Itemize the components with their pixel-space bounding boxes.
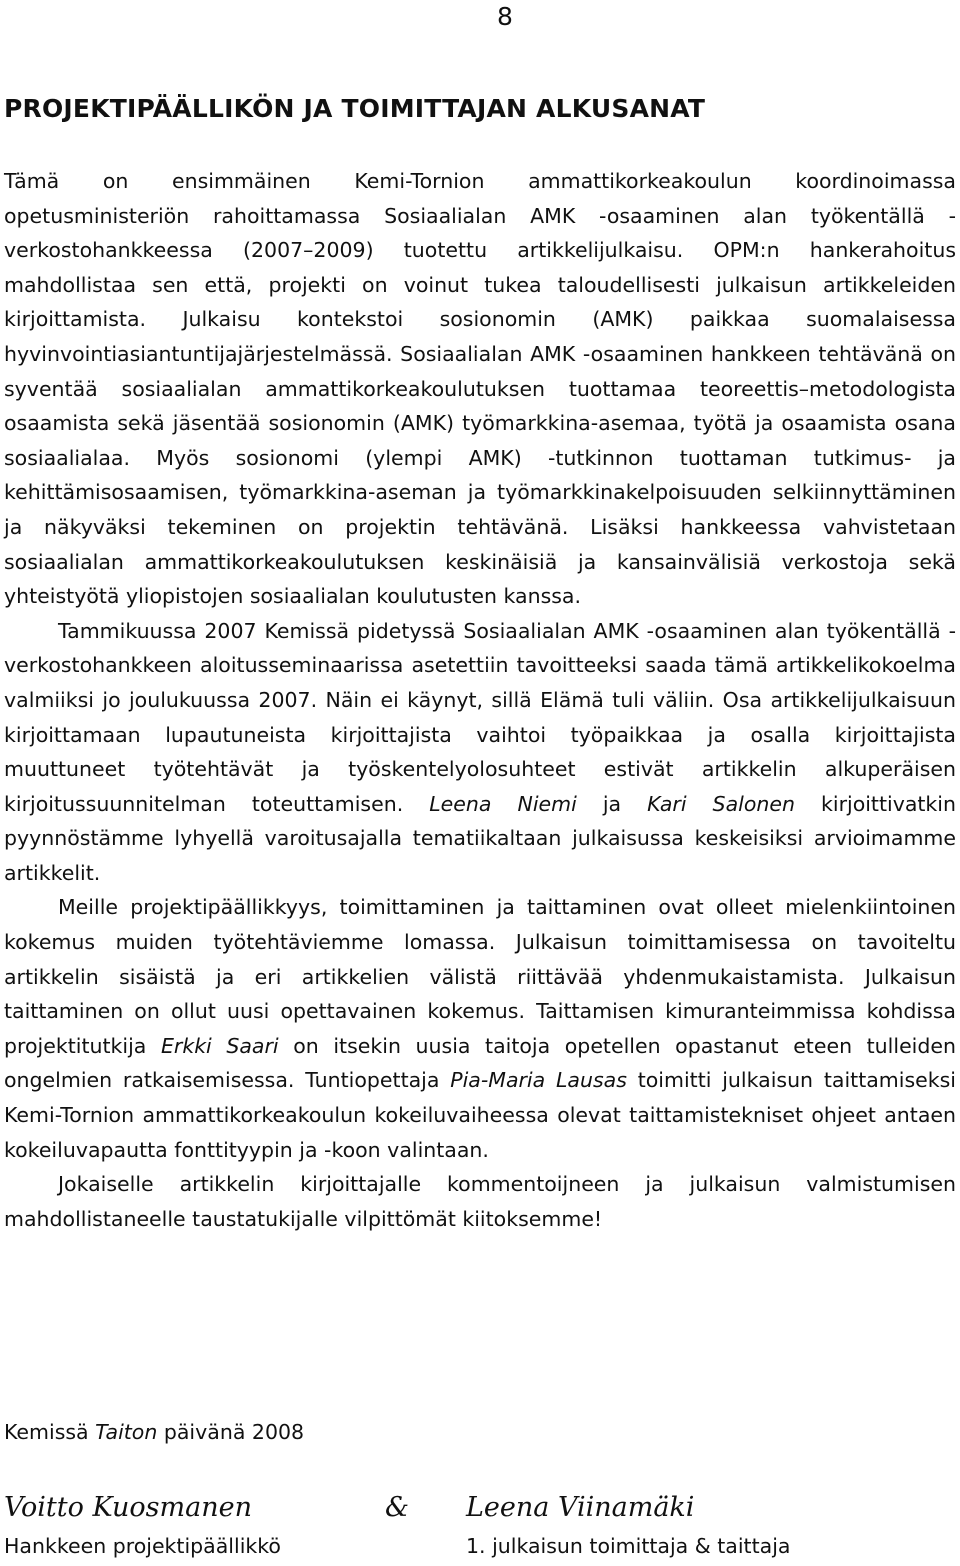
italic-text: Leena Niemi	[429, 791, 577, 816]
text-run: Kemissä	[4, 1420, 96, 1444]
paragraph-2	[4, 614, 956, 891]
text-run: Meille projektipäällikkyys, toimittaminen ja taittaminen ovat olleet mielenkiintoinen kokemus muiden työtehtäviemme lomassa. Julkaisun toimittamisessa on tavoiteltu artikkelin sisäistä ja eri artikkelien välistä riittävää yhdenmukaistamista. Julkaisun taittaminen on ollut uusi opettavainen kokemus. Taittamisen kimuranteimmissa kohdissa projektitutkija	[4, 895, 956, 1058]
page-number: 8	[497, 2, 513, 31]
text-run: on itsekin uusia taitoja opetellen opastanut eteen tulleiden ongelmien ratkaisemisessa. Tuntiopettaja	[4, 1033, 956, 1093]
text-run: Tammikuussa 2007 Kemissä pidetyssä Sosiaalialan AMK -osaaminen alan työkentällä -verkostohankkeen aloitusseminaarissa asetettiin tavoitteeksi saada tämä artikkelikokoelma valmiiksi jo joulukuussa 2007. Näin ei käynyt, sillä Elämä tuli väliin. Osa artikkelijulkaisuun kirjoittamaan lupautuneista kirjoittajista vaihtoi työpaikkaa ja osalla kirjoittajista muuttuneet työtehtävät ja työskentelyolosuhteet estivät artikkelin alkuperäisen kirjoitussuunnitelman toteuttamisen.	[4, 618, 956, 816]
paragraph-3	[4, 890, 956, 1167]
page-title: PROJEKTIPÄÄLLIKÖN JA TOIMITTAJAN ALKUSANAT	[4, 94, 706, 123]
text-run: päivänä 2008	[157, 1420, 305, 1444]
role-left: Hankkeen projektipäällikkö	[4, 1534, 281, 1558]
text-run: Tämä on ensimmäinen Kemi-Tornion ammattikorkeakoulun koordinoimassa opetusministeriön rahoittamassa Sosiaalialan AMK -osaaminen alan työkentällä -verkostohankkeessa (2007–2009) tuotettu artikkelijulkaisu. OPM:n hankerahoitus mahdollistaa sen että, projekti on voinut tukea taloudellisesti julkaisun artikkeleiden kirjoittamista. Julkaisu kontekstoi sosionomin (AMK) paikkaa suomalaisessa hyvinvointiasiantuntijajärjestelmässä. Sosiaalialan AMK -osaaminen hankkeen tehtävänä on syventää sosiaalialan ammattikorkeakoulutuksen tuottamaa teoreettis–metodologista osaamista sekä jäsentää sosionomin (AMK) työmarkkina-asemaa, työtä ja osaamista osana sosiaalialaa. Myös sosionomi (ylempi AMK) -tutkinnon tuottaman tutkimus- ja kehittämisosaamisen, työmarkkina-aseman ja työmarkkinakelpoisuuden selkiinnyttäminen ja näkyväksi tekeminen on projektin tehtävänä. Lisäksi hankkeessa vahvistetaan sosiaalialan ammattikorkeakoulutuksen keskinäisiä ja kansainvälisiä verkostoja sekä yhteistyötä yliopistojen sosiaalialan koulutusten kanssa.	[4, 169, 956, 609]
italic-text: Erkki Saari	[160, 1033, 279, 1058]
italic-text: Taiton	[95, 1420, 158, 1444]
role-right: 1. julkaisun toimittaja & taittaja	[466, 1534, 791, 1558]
date-line	[4, 1420, 304, 1444]
italic-text: Pia-Maria Lausas	[450, 1068, 627, 1093]
paragraph-4	[4, 1167, 956, 1236]
italic-text: Kari Salonen	[647, 791, 795, 816]
text-run: ja	[576, 791, 648, 816]
signature-left: Voitto Kuosmanen	[4, 1492, 252, 1523]
signature-right: Leena Viinamäki	[466, 1492, 695, 1523]
body-text	[4, 164, 956, 1236]
text-run: toimitti julkaisun taittamiseksi Kemi-Tornion ammattikorkeakoulun kokeiluvaiheessa olevat taittamistekniset ohjeet antaen kokeiluvapautta fonttityypin ja -koon valintaan.	[4, 1068, 957, 1162]
text-run: kirjoittivatkin pyynnöstämme lyhyellä varoitusajalla tematiikaltaan julkaisussa keskeisiksi arvioimamme artikkelit.	[4, 791, 956, 885]
text-run: Jokaiselle artikkelin kirjoittajalle kommentoijneen ja julkaisun valmistumisen mahdollistaneelle taustatukijalle vilpittömät kiitoksemme!	[4, 1172, 956, 1231]
paragraph-1	[4, 164, 956, 614]
signature-ampersand: &	[385, 1492, 410, 1523]
